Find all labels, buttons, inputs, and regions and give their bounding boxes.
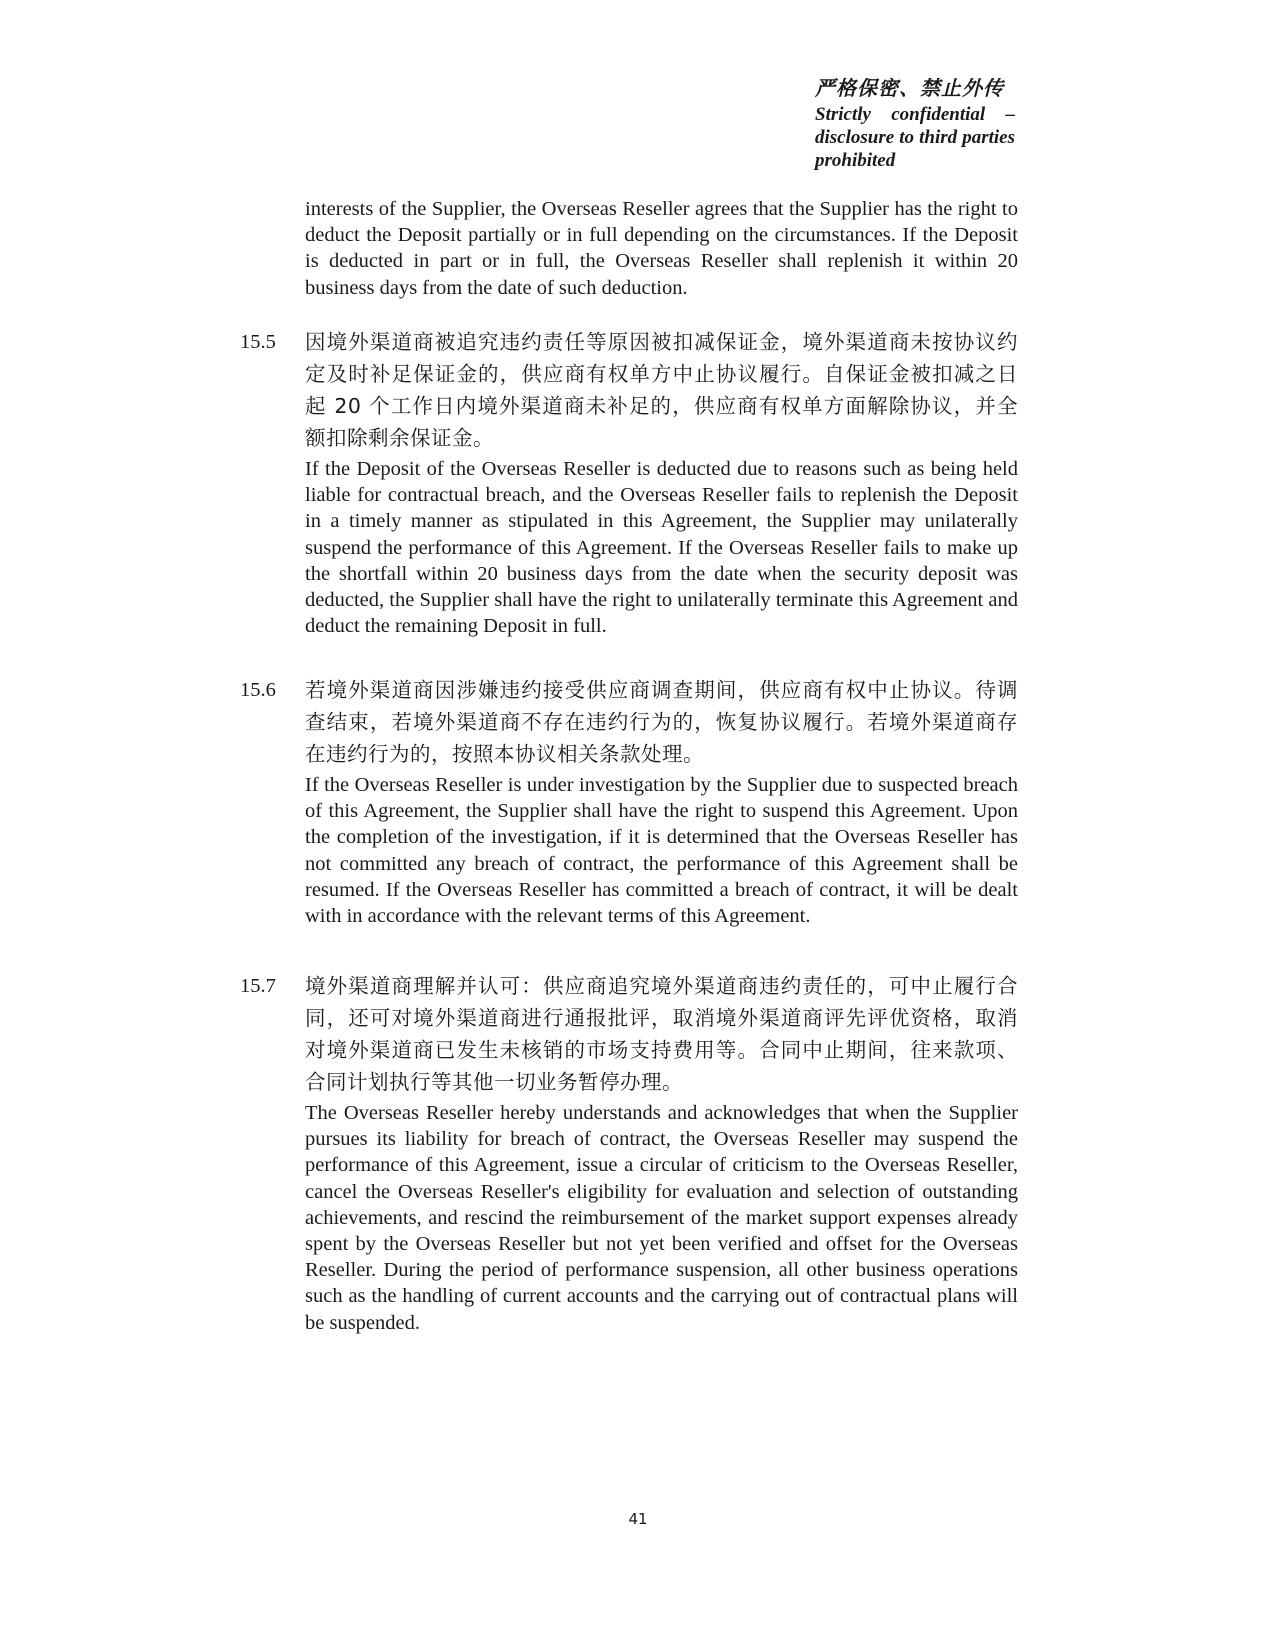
confidentiality-notice-cn: 严格保密、禁止外传 [815,78,1004,100]
clause-text-en: If the Deposit of the Overseas Reseller is deducted due to reasons such as being held liable for contractual breach, and the Overseas Reseller fails to replenish the Deposit in a timely manner as stipulated in this Agreement, the Supplier may unilaterally suspend the performance of this Agreement. If the Overseas Reseller fails to make up the shortfall within 20 business days from the date when the security deposit was deducted, the Supplier shall have the right to unilaterally terminate this Agreement and deduct the remaining Deposit in full. [305,458,1018,638]
clause-number: 15.5 [240,331,276,353]
clause-text-cn: 若境外渠道商因涉嫌违约接受供应商调查期间，供应商有权中止协议。待调查结束，若境外渠道商不存在违约行为的，恢复协议履行。若境外渠道商存在违约行为的，按照本协议相关条款处理。 [305,678,1018,766]
clause-text-cn: 因境外渠道商被追究违约责任等原因被扣减保证金，境外渠道商未按协议约定及时补足保证金的，供应商有权单方中止协议履行。自保证金被扣减之日起 20 个工作日内境外渠道商未补足的，供应商有权单方面解除协议，并全额扣除剩余保证金。 [305,330,1018,450]
clause-number: 15.7 [240,975,276,997]
confidentiality-notice-en: Strictly confidential – disclosure to third parties prohibited [815,104,1015,171]
clause-text-en: The Overseas Reseller hereby understands and acknowledges that when the Supplier pursues its liability for breach of contract, the Overseas Reseller may suspend the performance of this Agreement, issue a circular of criticism to the Overseas Reseller, cancel the Overseas Reseller's eligibility for evaluation and selection of outstanding achievements, and rescind the reimbursement of the market support expenses already spent by the Overseas Reseller but not yet been verified and offset for the Overseas Reseller. During the period of performance suspension, all other business operations such as the handling of current accounts and the carrying out of contractual plans will be suspended. [305,1102,1018,1334]
page-number: 41 [628,1510,648,1528]
clause-number: 15.6 [240,679,276,701]
clause-text-cn: 境外渠道商理解并认可：供应商追究境外渠道商违约责任的，可中止履行合同，还可对境外渠道商进行通报批评，取消境外渠道商评先评优资格，取消对境外渠道商已发生未核销的市场支持费用等。合同中止期间，往来款项、合同计划执行等其他一切业务暂停办理。 [305,974,1018,1094]
clause-text-en: If the Overseas Reseller is under investigation by the Supplier due to suspected breach of this Agreement, the Supplier shall have the right to suspend this Agreement. Upon the completion of the investigation, if it is determined that the Overseas Reseller has not committed any breach of contract, the performance of this Agreement shall be resumed. If the Overseas Reseller has committed a breach of contract, it will be dealt with in accordance with the relevant terms of this Agreement. [305,774,1018,928]
continued-paragraph: interests of the Supplier, the Overseas Reseller agrees that the Supplier has the right to deduct the Deposit partially or in full depending on the circumstances. If the Deposit is deducted in part or in full, the Overseas Reseller shall replenish it within 20 business days from the date of such deduction. [305,198,1018,299]
confidentiality-notice [815,78,1015,172]
